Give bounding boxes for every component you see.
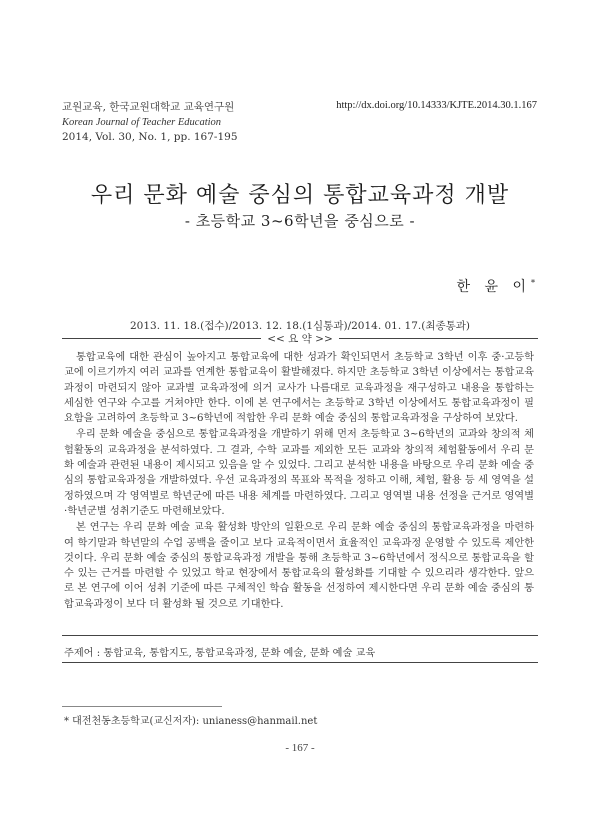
doi-link[interactable]: http://dx.doi.org/10.14333/KJTE.2014.30.1.167 bbox=[336, 100, 537, 111]
paper-subtitle: - 초등학교 3~6학년을 중심으로 - bbox=[184, 212, 416, 230]
author-mark: * bbox=[531, 278, 535, 288]
volume-info: 2014, Vol. 30, No. 1, pp. 167-195 bbox=[62, 131, 238, 143]
journal-english: Korean Journal of Teacher Education bbox=[62, 117, 222, 128]
author bbox=[457, 276, 535, 296]
footnote: * 대전천동초등학교(교신저자): unianess@hanmail.net bbox=[64, 716, 318, 727]
journal-korean: 교원교육, 한국교원대학교 교육연구원 bbox=[62, 101, 235, 113]
author-name: 한 윤 이 bbox=[456, 279, 531, 295]
keywords-top-rule bbox=[62, 635, 538, 636]
keywords: 주제어 : 통합교육, 통합지도, 통합교육과정, 문화 예술, 문화 예술 교육 bbox=[64, 648, 376, 659]
abstract-heading: << 요 약 >> bbox=[0, 331, 600, 346]
abstract-paragraph-2: 우리 문화 예술을 중심으로 통합교육과정을 개발하기 위해 먼저 초등학교 3~6학년의 교과와 창의적 체험활동의 교육과정을 분석하였다. 그 결과, 수학 교과를 제외한 모든 교과와 창의적 체험활동에서 우리 문화 예술과 관련된 내용이 제시되고 있음을 알 수 있었다. 그리고 분석한 내용을 바탕으로 우리 문화 예술 중심의 통합교육과정을 개발하였다. 우선 교육과정의 목표와 목적을 정하고 이해, 체험, 활용 등 세 영역을 설정하였으며 각 영역별로 학년군에 따른 내용 체계를 마련하였다. 그리고 영역별 내용 선정을 근거로 영역별·학년군별 성취기준도 마련해보았다. bbox=[64, 429, 534, 517]
abstract-paragraph-1: 통합교육에 대한 관심이 높아지고 통합교육에 대한 성과가 확인되면서 초등학교 3학년 이후 중·고등학교에 이르기까지 여러 교과를 연계한 통합교육이 활발해졌다. 하지만 초등학교 3학년 이상에서는 통합교육과정이 마련되지 않아 교과별 교육과정에 의거 교사가 나름대로 교육과정을 재구성하고 내용을 통합하는 세심한 연구와 수고를 거쳐야만 한다. 이에 본 연구에서는 초등학교 3학년 이상에서도 통합교육과정이 필요함을 고려하여 초등학교 3~6학년에 적합한 우리 문화 예술 중심의 통합교육과정을 구상하여 보았다. bbox=[64, 352, 534, 425]
abstract-body bbox=[64, 350, 534, 613]
paper-title: 우리 문화 예술 중심의 통합교육과정 개발 bbox=[90, 183, 510, 208]
journal-info bbox=[62, 100, 322, 145]
abstract-paragraph-3: 본 연구는 우리 문화 예술 교육 활성화 방안의 일환으로 우리 문화 예술 중심의 통합교육과정을 마련하여 학기말과 학년말의 수업 공백을 줄이고 보다 교육적이면서 효율적인 교육과정 운영할 수 있도록 제안한 것이다. 우리 문화 예술 중심의 통합교육과정 개발을 통해 초등학교 3~6학년에서 정식으로 통합교육을 할 수 있는 근거를 마련할 수 있었고 학교 현장에서 통합교육의 활성화를 기대할 수 있으리라 생각한다. 앞으로 본 연구에 이어 성취 기준에 따른 구체적인 학습 활동을 선정하여 제시한다면 우리 문화 예술 중심의 통합교육과정이 보다 더 활성화 될 것으로 기대한다. bbox=[64, 522, 534, 610]
review-dates: 2013. 11. 18.(접수)/2013. 12. 18.(1심통과)/2014. 01. 17.(최종통과) bbox=[129, 320, 470, 332]
footnote-rule bbox=[62, 706, 222, 707]
keywords-bottom-rule bbox=[62, 662, 538, 663]
page-number: - 167 - bbox=[285, 742, 315, 754]
